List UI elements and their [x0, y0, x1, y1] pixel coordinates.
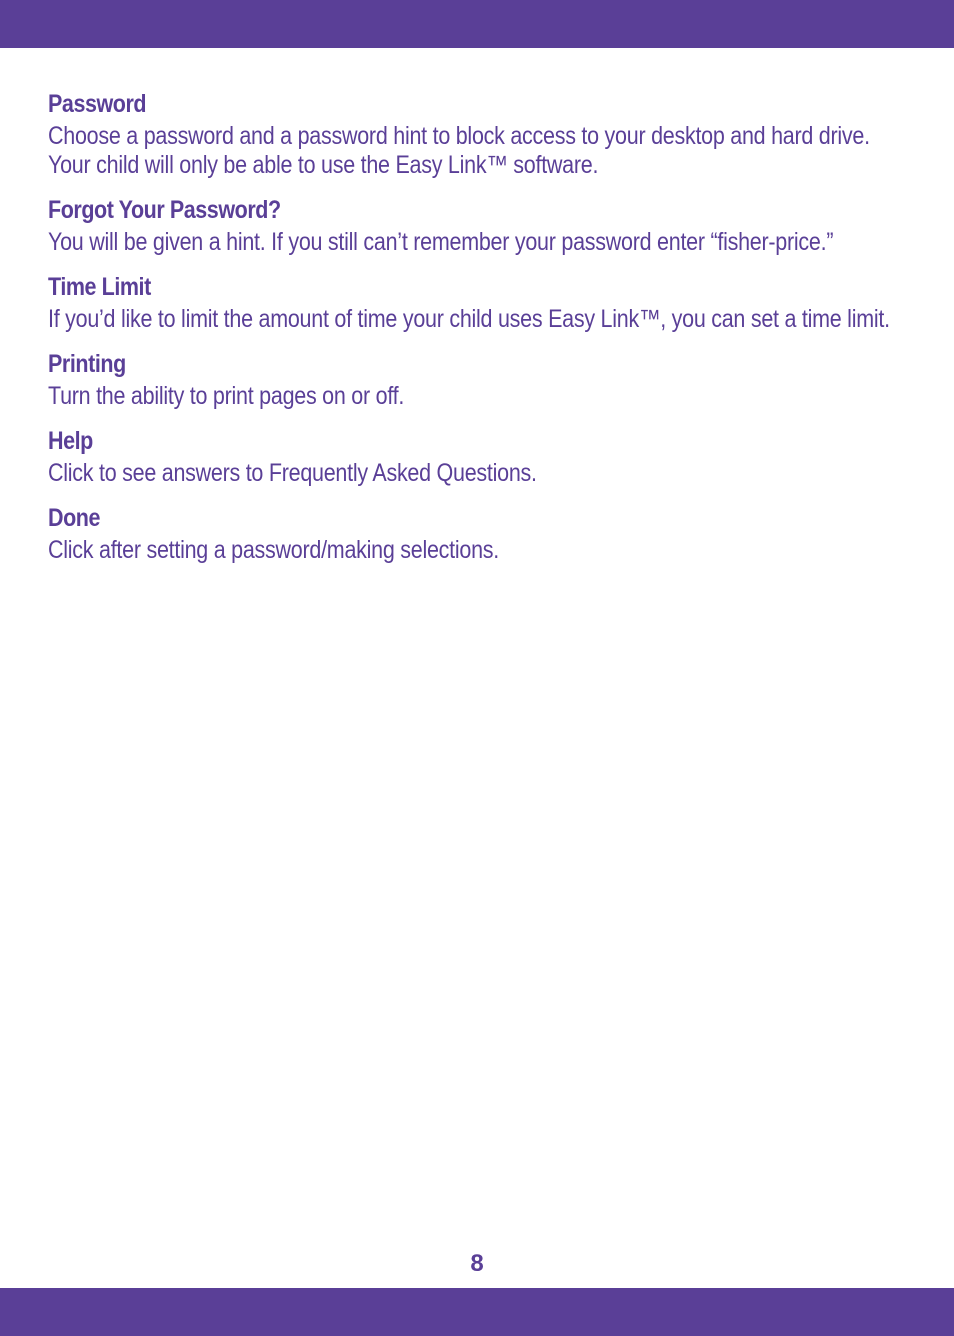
- section-done: [48, 502, 908, 565]
- bottom-banner: [0, 1288, 954, 1336]
- section-body: You will be given a hint. If you still can’t remember your password enter “fisher-price.”: [48, 228, 834, 256]
- section-heading: Time Limit: [48, 273, 151, 301]
- section-body: Click to see answers to Frequently Asked Questions.: [48, 459, 537, 487]
- section-heading: Done: [48, 504, 101, 532]
- section-heading: Forgot Your Password?: [48, 196, 281, 224]
- page-number: 8: [470, 1250, 484, 1277]
- section-body: Choose a password and a password hint to block access to your desktop and hard drive. Your child will only be able to use the Easy Link™ software.: [48, 122, 870, 179]
- section-body: If you’d like to limit the amount of time your child uses Easy Link™, you can set a time limit.: [48, 305, 890, 333]
- page-content: [48, 88, 908, 579]
- section-help: [48, 425, 908, 488]
- section-time-limit: [48, 271, 908, 334]
- section-body: Click after setting a password/making selections.: [48, 536, 500, 564]
- section-heading: Printing: [48, 350, 126, 378]
- section-heading: Password: [48, 90, 147, 118]
- section-heading: Help: [48, 427, 93, 455]
- section-body: Turn the ability to print pages on or off.: [48, 382, 405, 410]
- section-forgot-password: [48, 194, 908, 257]
- section-printing: [48, 348, 908, 411]
- top-banner: [0, 0, 954, 48]
- section-password: [48, 88, 908, 180]
